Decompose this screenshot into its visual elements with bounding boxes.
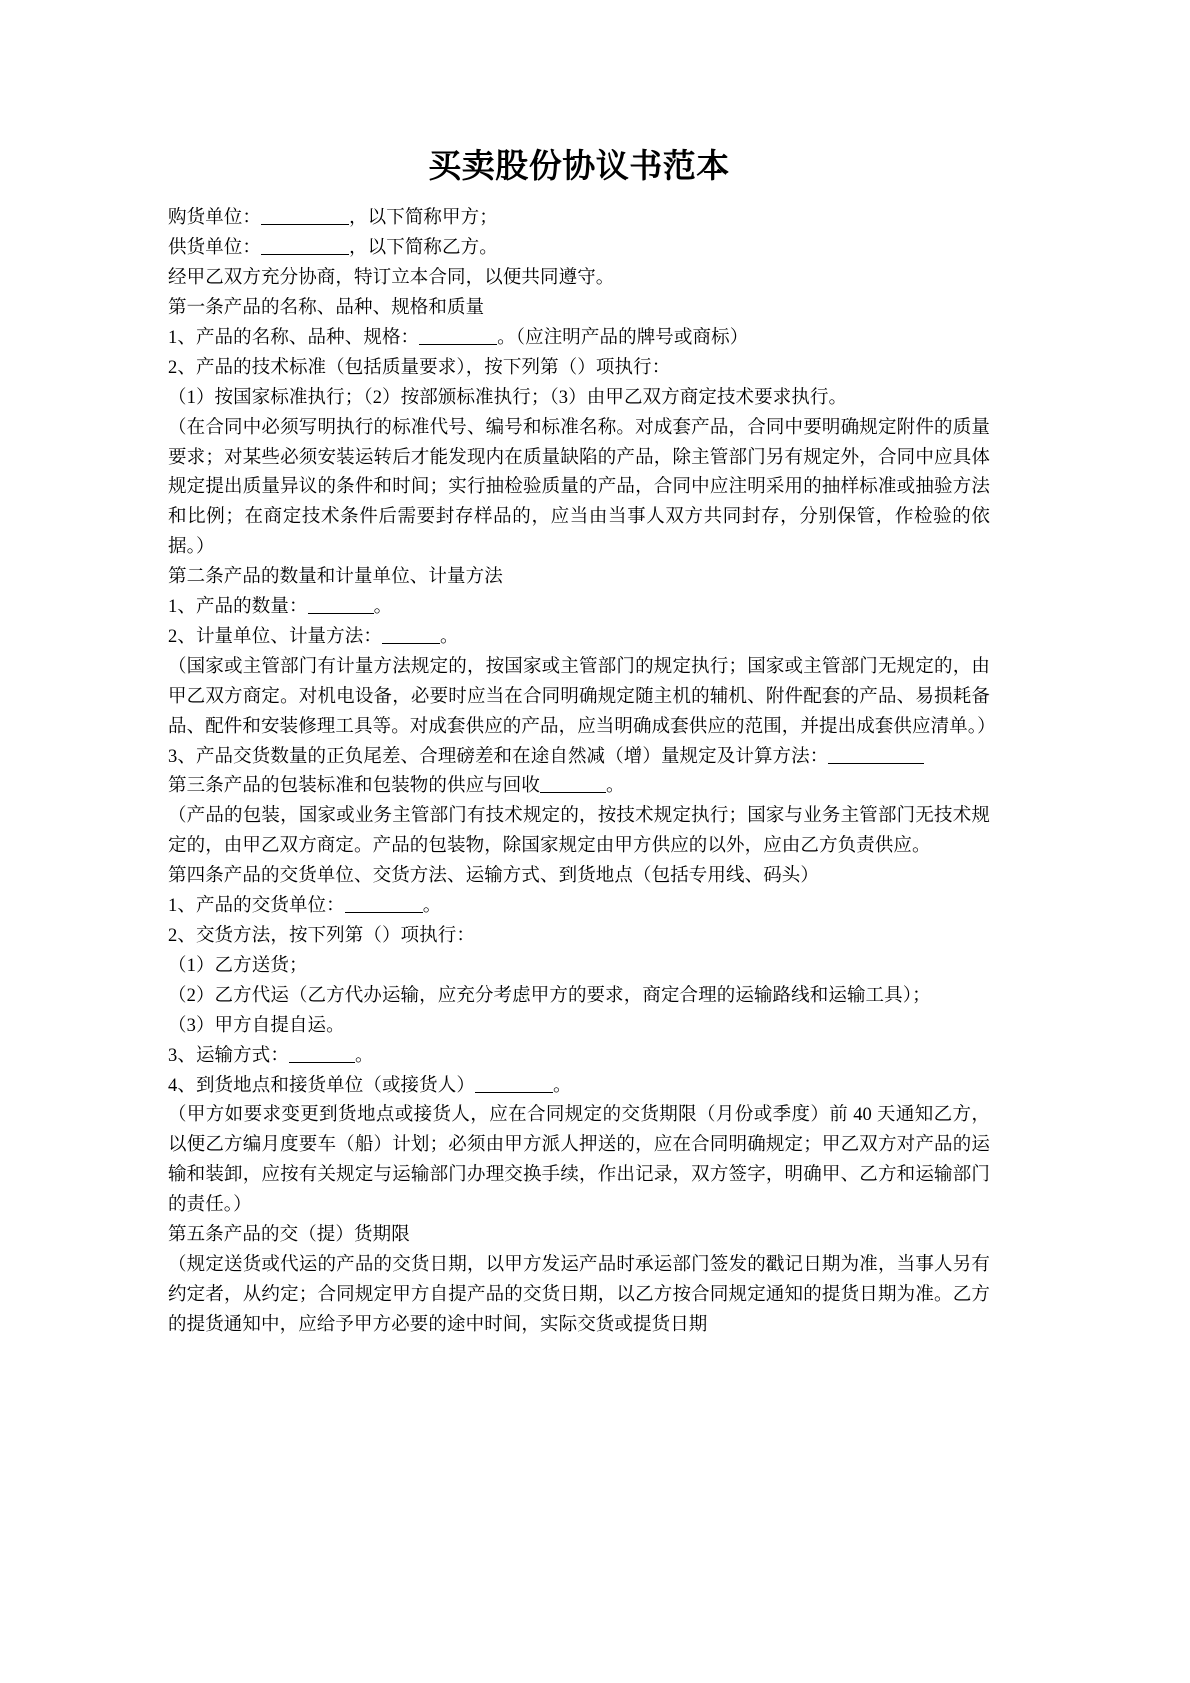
supplier-unit-suffix: ，以下简称乙方。	[349, 238, 498, 259]
supplier-unit-label: 供货单位：	[168, 238, 262, 259]
article2-note: （国家或主管部门有计量方法规定的，按国家或主管部门的规定执行；国家或主管部门无规定的，由甲乙双方商定。对机电设备，必要时应当在合同明确规定随主机的辅机、附件配套的产品、易损耗备品、配件和安装修理工具等。对成套供应的产品，应当明确成套供应的范围，并提出成套供应清单。）	[168, 656, 996, 737]
article1-item1-label: 1、产品的名称、品种、规格：	[168, 327, 420, 348]
buyer-unit-suffix: ，以下简称甲方；	[349, 208, 498, 229]
article2-item1-suffix: 。	[373, 597, 393, 618]
page-title: 买卖股份协议书范本	[428, 149, 730, 185]
article2-item3-label: 3、产品交货数量的正负尾差、合理磅差和在途自然减（增）量规定及计算方法：	[168, 746, 829, 767]
article4-option-2: （2）乙方代运（乙方代办运输，应充分考虑甲方的要求，商定合理的运输路线和运输工具）；	[168, 985, 931, 1006]
article2-heading: 第二条产品的数量和计量单位、计量方法	[168, 567, 503, 588]
article2-item3-blank[interactable]	[828, 749, 924, 764]
article4-option-1: （1）乙方送货；	[168, 955, 308, 976]
article4-item1-suffix: 。	[422, 896, 442, 917]
article2-item1-blank[interactable]	[308, 599, 374, 614]
article4-item1-label: 1、产品的交货单位：	[168, 896, 345, 917]
supplier-unit-blank[interactable]	[261, 240, 349, 255]
article4-item2: 2、交货方法，按下列第（）项执行：	[168, 926, 475, 946]
buyer-unit-blank[interactable]	[261, 210, 349, 225]
article3-heading	[168, 772, 990, 802]
article2-item2-blank[interactable]	[382, 629, 440, 644]
article4-item1	[168, 892, 990, 922]
article4-note: （甲方如要求变更到货地点或接货人，应在合同规定的交货期限（月份或季度）前 40 天通知乙方，以便乙方编月度要车（船）计划；必须由甲方派人押送的，应在合同明确规定；甲乙双方对产品的运输和装卸，应按有关规定与运输部门办理交换手续，作出记录，双方签字，明确甲、乙方和运输部门的责任。）	[168, 1105, 990, 1216]
article1-item1-blank[interactable]	[419, 330, 497, 345]
article4-item3-label: 3、运输方式：	[168, 1045, 289, 1066]
article4-item4	[168, 1072, 990, 1102]
article4-item3-suffix: 。	[354, 1045, 374, 1066]
article1-item3: （1）按国家标准执行；（2）按部颁标准执行；（3）由甲乙双方商定技术要求执行。	[168, 387, 848, 408]
article2-item1	[168, 593, 990, 623]
article3-heading-suffix: 。	[606, 776, 625, 797]
article4-item4-label: 4、到货地点和接货单位（或接货人）	[168, 1075, 475, 1096]
article3-heading-blank[interactable]	[540, 778, 606, 793]
article1-item2: 2、产品的技术标准（包括质量要求），按下列第（）项执行：	[168, 357, 671, 378]
article4-item4-suffix: 。	[552, 1075, 572, 1096]
article2-item2-suffix: 。	[439, 626, 459, 647]
article2-item3	[168, 743, 990, 773]
article1-item1	[168, 324, 990, 354]
supplier-unit-line	[168, 234, 990, 264]
article3-note: （产品的包装，国家或业务主管部门有技术规定的，按技术规定执行；国家与业务主管部门无技术规定的，由甲乙双方商定。产品的包装物，除国家规定由甲方供应的以外，应由乙方负责供应。	[168, 806, 990, 857]
article5-heading: 第五条产品的交（提）货期限	[168, 1225, 410, 1246]
article4-heading: 第四条产品的交货单位、交货方法、运输方式、到货地点（包括专用线、码头）	[168, 866, 820, 887]
article4-item4-blank[interactable]	[475, 1078, 553, 1093]
document-body	[168, 0, 996, 1341]
preamble-line: 经甲乙双方充分协商，特订立本合同，以便共同遵守。	[168, 268, 615, 289]
article4-option-3: （3）甲方自提自运。	[168, 1015, 345, 1036]
buyer-unit-label: 购货单位：	[168, 208, 262, 229]
article3-heading-label: 第三条产品的包装标准和包装物的供应与回收	[168, 776, 541, 797]
article4-item3-blank[interactable]	[289, 1048, 355, 1063]
article4-item3	[168, 1042, 990, 1072]
article1-note: （在合同中必须写明执行的标准代号、编号和标准名称。对成套产品，合同中要明确规定附件的质量要求；对某些必须安装运转后才能发现内在质量缺陷的产品，除主管部门另有规定外，合同中应具体规定提出质量异议的条件和时间；实行抽检验质量的产品，合同中应注明采用的抽样标准或抽验方法和比例；在商定技术条件后需要封存样品的，应当由当事人双方共同封存，分别保管，作检验的依据。）	[168, 417, 990, 558]
article1-heading: 第一条产品的名称、品种、规格和质量	[168, 297, 485, 318]
article2-item2	[168, 623, 990, 653]
article2-item1-label: 1、产品的数量：	[168, 597, 308, 618]
article1-item1-suffix: 。（应注明产品的牌号或商标）	[497, 327, 749, 348]
buyer-unit-line	[168, 204, 990, 234]
article2-item2-label: 2、计量单位、计量方法：	[168, 626, 382, 647]
article5-note: （规定送货或代运的产品的交货日期，以甲方发运产品时承运部门签发的戳记日期为准，当事人另有约定者，从约定；合同规定甲方自提产品的交货日期，以乙方按合同规定通知的提货日期为准。乙方的提货通知中，应给予甲方必要的途中时间，实际交货或提货日期	[168, 1254, 990, 1335]
article4-item1-blank[interactable]	[345, 898, 423, 913]
